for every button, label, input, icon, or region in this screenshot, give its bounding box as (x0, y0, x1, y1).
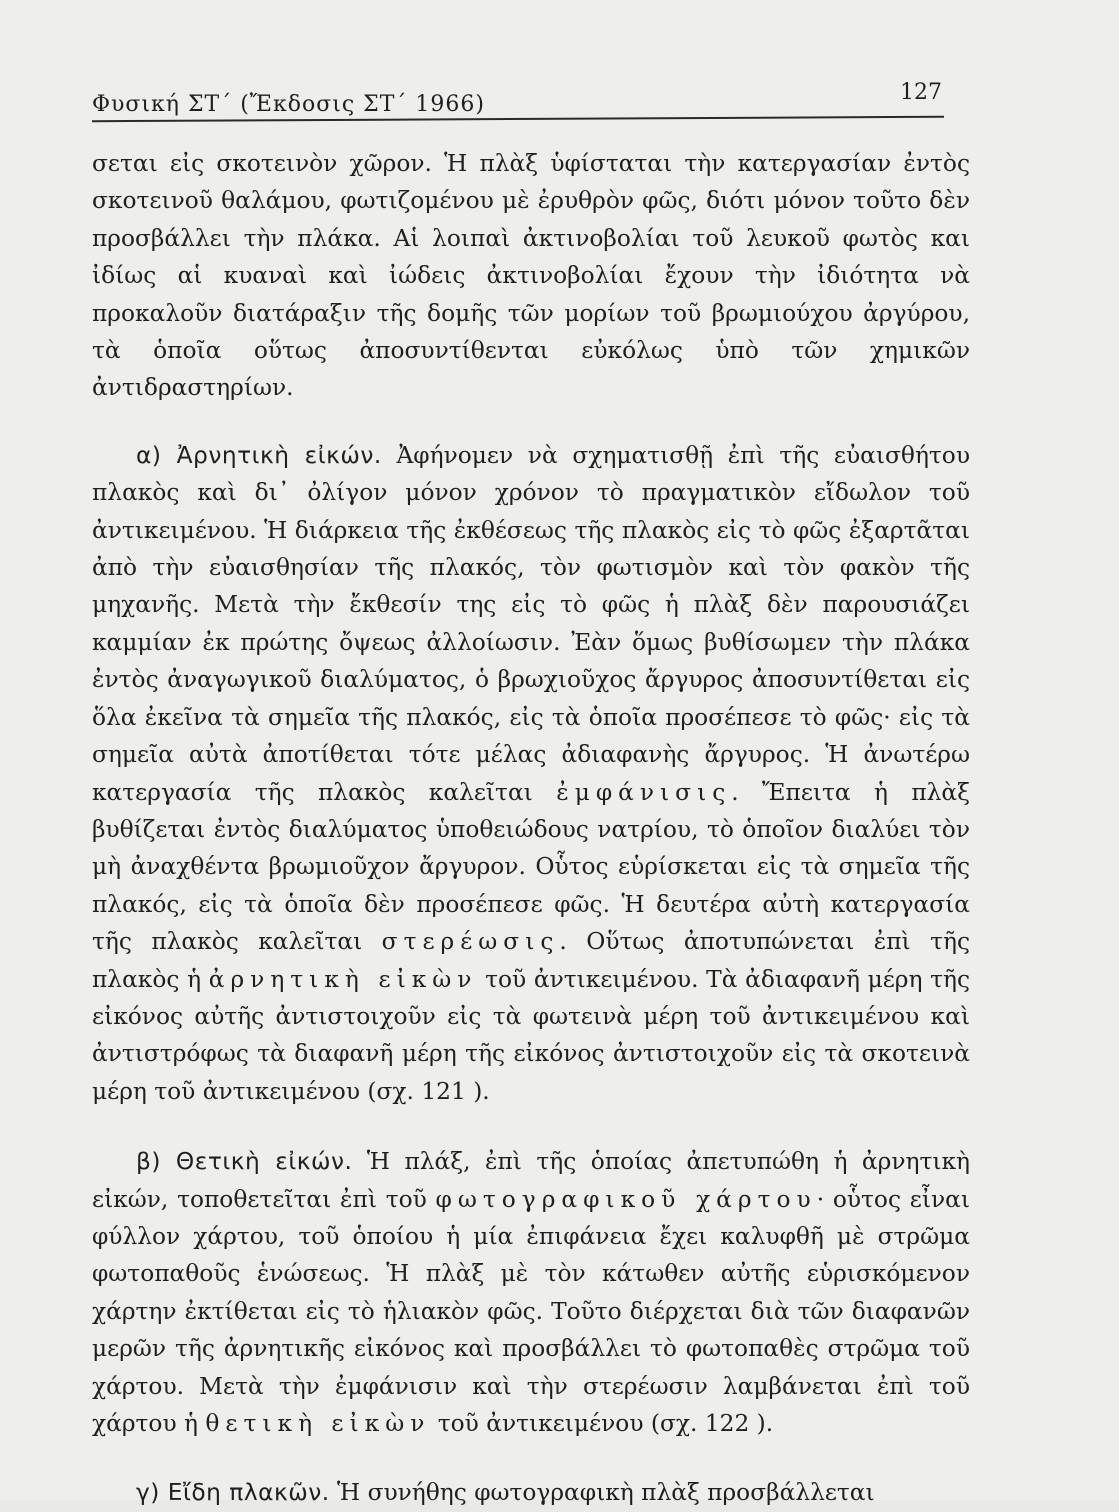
text-segment: Ἡ συνήθης φωτογραφικὴ πλὰξ προσβάλλεται (329, 1479, 875, 1507)
paragraph-positive-image (92, 1143, 970, 1442)
section-label: α) Ἀρνητικὴ εἰκών. (136, 441, 382, 469)
text-segment: · οὗτος εἶναι φύλλον χάρτου, τοῦ ὁποίου ἡ μία ἐπιφάνεια ἔχει καλυφθῆ μὲ στρῶμα φωτοπαθοῦς ἑνώσεως. Ἡ πλὰξ μὲ τὸν κάτωθεν αὐτῆς εὑρισκόμενον χάρτην ἐκτίθεται εἰς τὸ ἡλιακὸν φῶς. Τοῦτο διέρχεται διὰ τῶν διαφανῶν μερῶν τῆς ἀρνητικῆς εἰκόνος καὶ προσβάλλει τὸ φωτοπαθὲς στρῶμα τοῦ χάρτου. Μετὰ τὴν ἐμφάνισιν καὶ τὴν στερέωσιν λαμβάνεται ἐπὶ τοῦ χάρτου ἡ (92, 1185, 970, 1437)
text-segment: τοῦ ἀντικειμένου (σχ. 122 ). (430, 1410, 774, 1437)
body-text (92, 145, 970, 1512)
running-title: Φυσική ΣΤ΄ (Ἔκδοσις ΣΤ΄ 1966) (92, 92, 485, 117)
paragraph-negative-image (92, 437, 970, 1110)
paragraph-continuation (92, 145, 970, 407)
emphasized-term: ἀρνητικὴ εἰκὼν (208, 965, 478, 993)
text-segment: Ἀφήνομεν νὰ σχηματισθῇ ἐπὶ τῆς εὐαισθήτου πλακὸς καὶ δι᾽ ὀλίγον μόνον χρόνον τὸ πραγματικὸν εἴδωλον τοῦ ἀντικειμένου. Ἡ διάρκεια τῆς ἐκθέσεως τῆς πλακὸς εἰς τὸ φῶς ἐξαρτᾶται ἀπὸ τὴν εὐαισθησίαν τῆς πλακός, τὸν φωτισμὸν καὶ τὸν φακὸν τῆς μηχανῆς. Μετὰ τὴν ἔκθεσίν της εἰς τὸ φῶς ἡ πλὰξ δὲν παρουσιάζει καμμίαν ἐκ πρώτης ὄψεως ἀλλοίωσιν. Ἐὰν ὅμως βυθίσωμεν τὴν πλάκα ἐντὸς ἀναγωγικοῦ διαλύματος, ὁ βρωχιοῦχος ἄργυρος ἀποσυντίθεται εἰς ὅλα ἐκεῖνα τὰ σημεῖα τῆς πλακός, εἰς τὰ ὁποῖα προσέπεσε τὸ φῶς· εἰς τὰ σημεῖα αὐτὰ ἀποτίθεται τότε μέλας ἀδιαφανὴς ἄργυρος. Ἡ ἀνωτέρω κατεργασία τῆς πλακὸς καλεῖται (92, 441, 970, 806)
emphasized-term: φωτογραφικοῦ χάρτου (435, 1185, 817, 1213)
paragraph-plate-types (92, 1474, 970, 1511)
emphasized-term: θετικὴ εἰκὼν (205, 1410, 431, 1437)
text-segment: Ἡ πλάξ, ἐπὶ τῆς ὁποίας ἀπετυπώθη ἡ ἀρνητικὴ εἰκών, τοποθετεῖται ἐπὶ τοῦ (92, 1148, 970, 1213)
emphasized-term: στερέωσις (381, 928, 560, 956)
emphasized-term: ἐμφάνισις (556, 778, 732, 806)
page-header (92, 80, 944, 126)
section-label: γ) Εἴδη πλακῶν. (136, 1479, 330, 1507)
text-segment: . Ἔπειτα ἡ πλὰξ βυθίζεται ἐντὸς διαλύματος ὑποθειώδους νατρίου, τὸ ὁποῖον διαλύει τὸν μὴ ἀναχθέντα βρωμιοῦχον ἄργυρον. Οὗτος εὑρίσκεται εἰς τὰ σημεῖα τῆς πλακός, εἰς τὰ ὁποῖα δὲν προσέπεσε φῶς. Ἡ δευτέρα αὐτὴ κατεργασία τῆς πλακὸς καλεῖται (92, 778, 970, 956)
page-number: 127 (900, 80, 942, 105)
text-segment: τοῦ ἀντικειμένου. Τὰ ἀδιαφανῆ μέρη τῆς εἰκόνος αὐτῆς ἀντιστοιχοῦν εἰς τὰ φωτεινὰ μέρη τοῦ ἀντικειμένου καὶ ἀντιστρόφως τὰ διαφανῆ μέρη τῆς εἰκόνος ἀντιστοιχοῦν εἰς τὰ σκοτεινὰ μέρη τοῦ ἀντικειμένου (σχ. 121 ). (92, 965, 970, 1105)
text-segment: . Οὕτως ἀποτυπώνεται ἐπὶ τῆς πλακὸς ἡ (92, 928, 970, 993)
text-segment: σεται εἰς σκοτεινὸν χῶρον. Ἡ πλὰξ ὑφίσταται τὴν κατεργασίαν ἐντὸς σκοτεινοῦ θαλάμου, φωτιζομένου μὲ ἐρυθρὸν φῶς, διότι μόνον τοῦτο δὲν προσβάλλει τὴν πλάκα. Αἱ λοιπαὶ ἀκτινοβολίαι τοῦ λευκοῦ φωτὸς και ἰδίως αἱ κυαναὶ καὶ ἰώδεις ἀκτινοβολίαι ἔχουν τὴν ἰδιότητα νὰ προκαλοῦν διατάραξιν τῆς δομῆς τῶν μορίων τοῦ βρωμιούχου ἀργύρου, τὰ ὁποῖα οὕτως ἀποσυντίθενται εὐκόλως ὑπὸ τῶν χημικῶν ἀντιδραστηρίων. (92, 150, 970, 402)
section-label: β) Θετικὴ εἰκών. (136, 1148, 353, 1176)
